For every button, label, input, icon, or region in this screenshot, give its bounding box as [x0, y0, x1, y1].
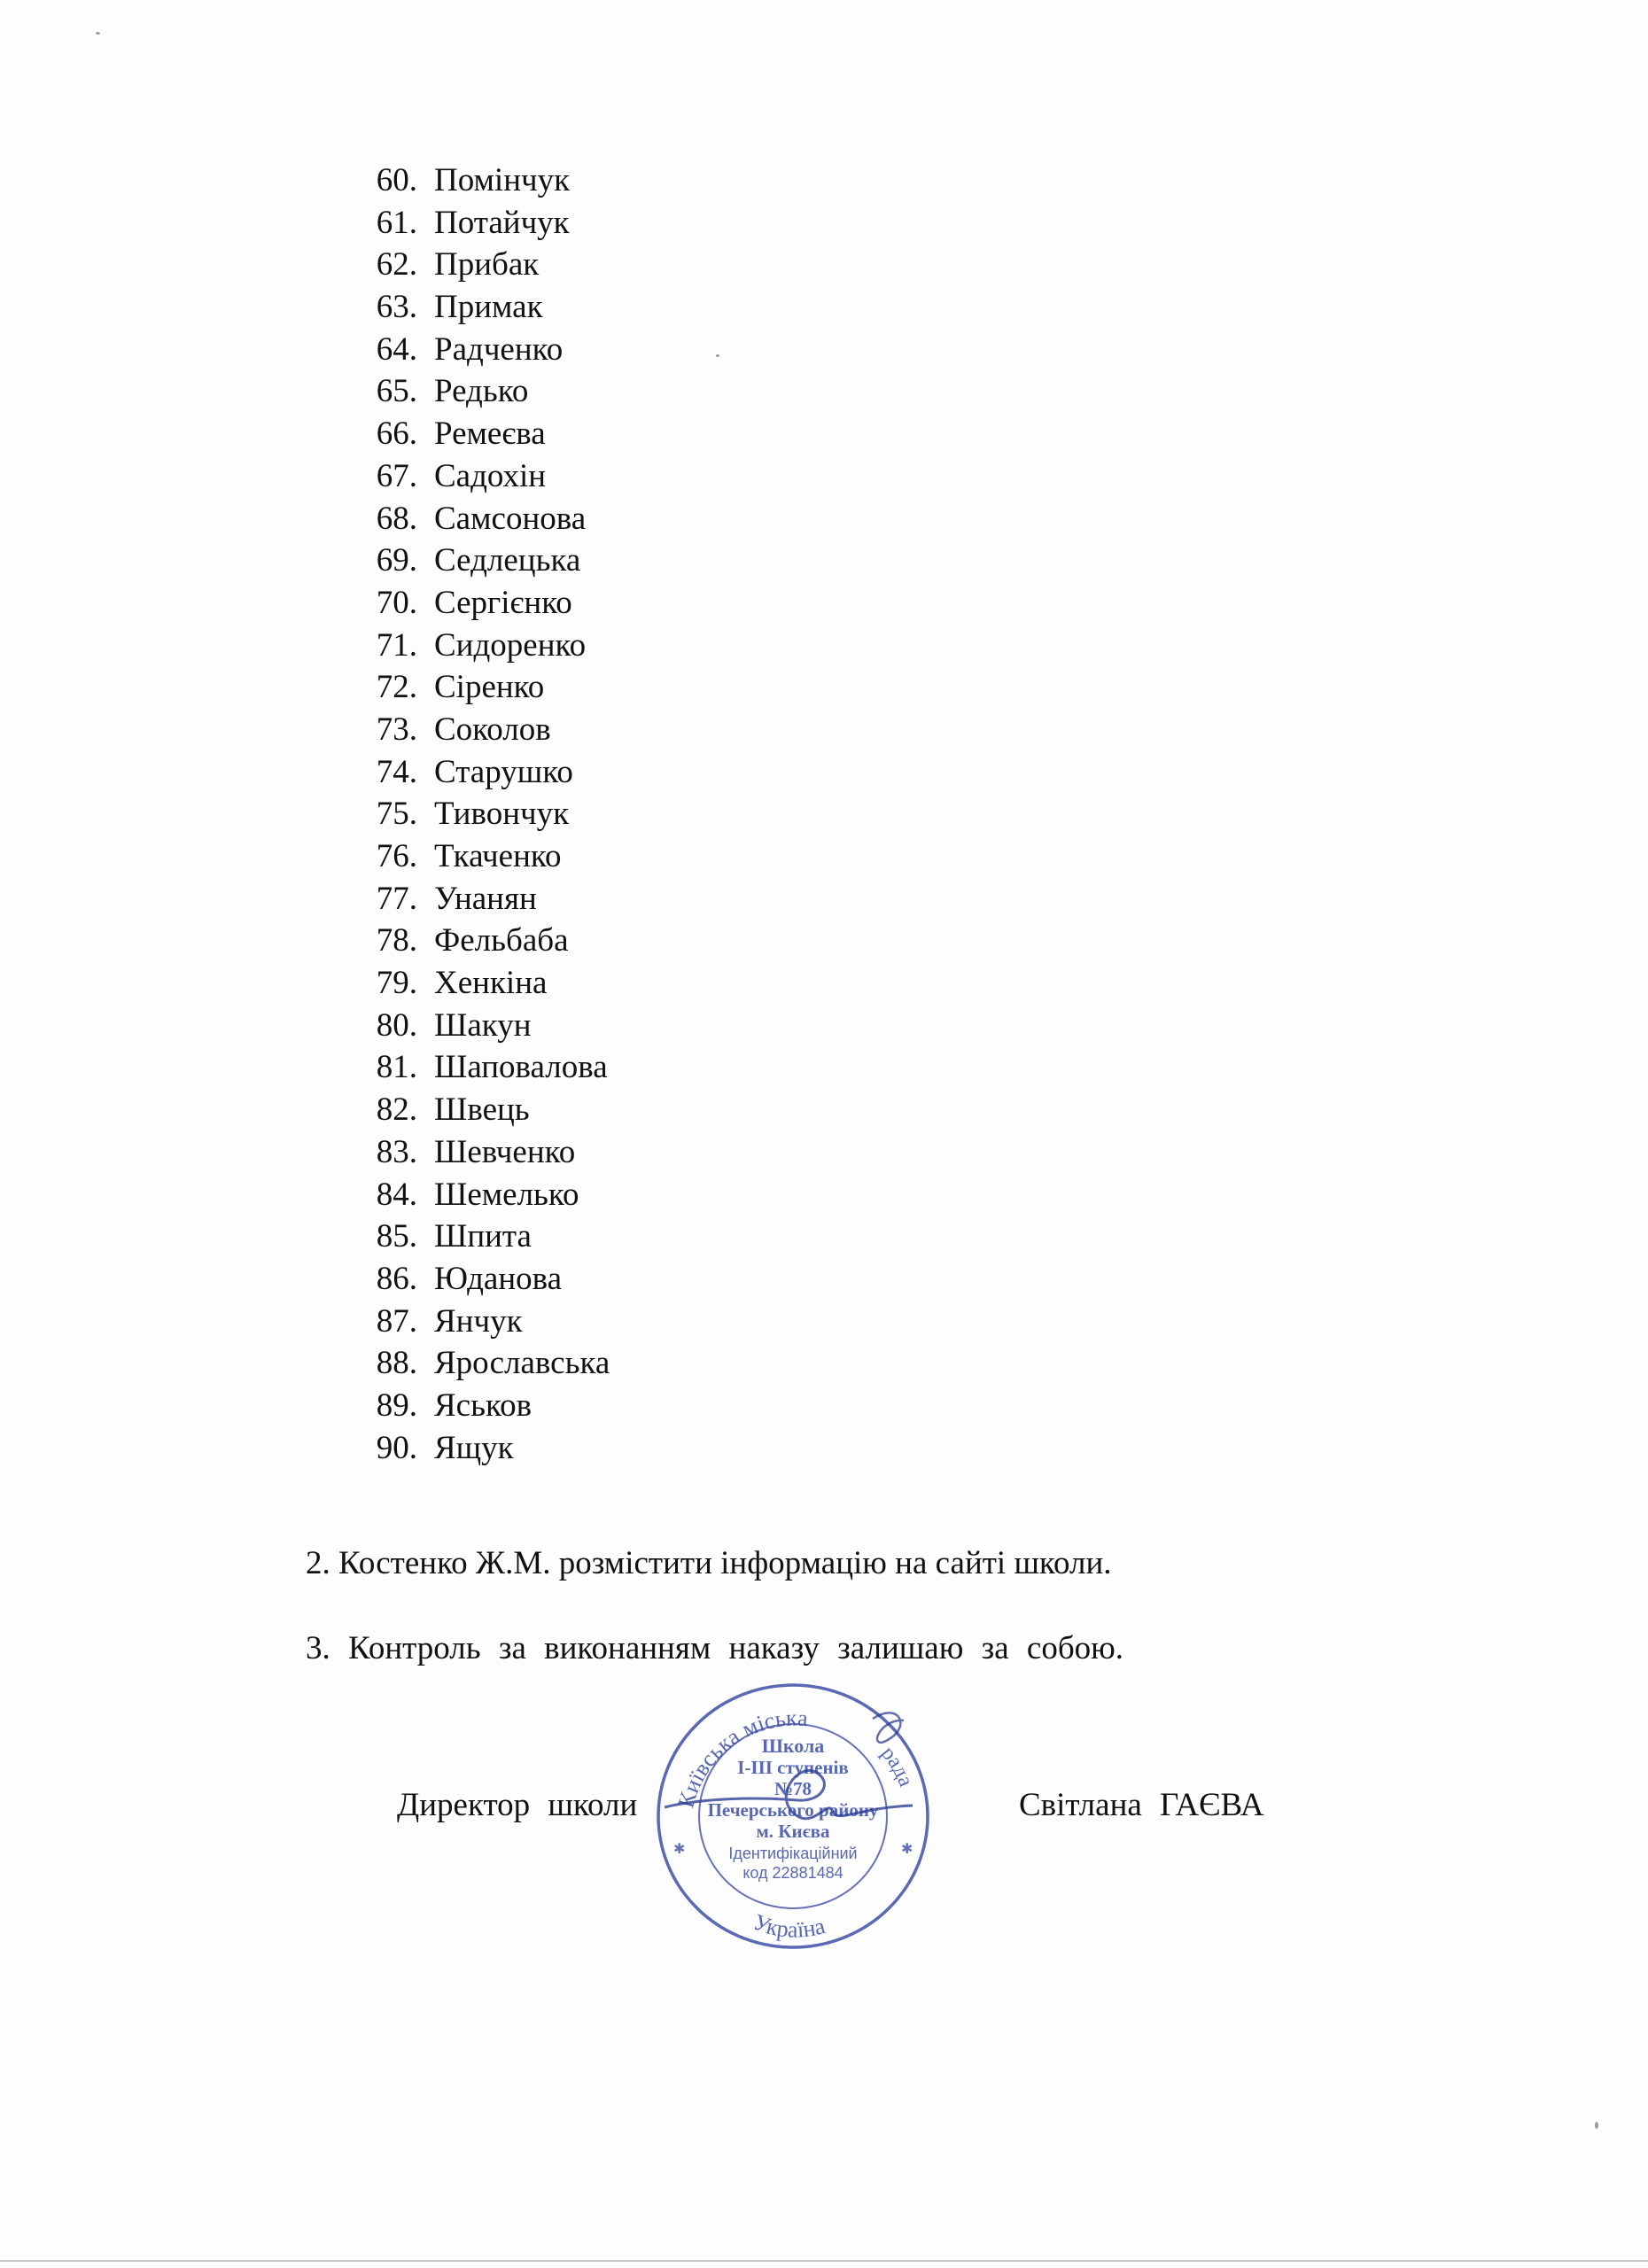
stamp-line-2: І-ІІІ ступенів: [737, 1757, 849, 1778]
student-list: [350, 159, 610, 1469]
list-item: 74. Старушко: [376, 753, 573, 790]
signer-name: Світлана ГАЄВА: [1019, 1787, 1264, 1823]
scan-speck: [716, 354, 719, 357]
list-item: 63. Примак: [376, 289, 543, 326]
list-item: 75. Тивончук: [376, 796, 570, 833]
list-item: 65. Редько: [376, 373, 529, 410]
list-item: 77. Унанян: [376, 880, 537, 917]
scan-speck: [1595, 2122, 1598, 2129]
list-item: 83. Шевченко: [376, 1133, 576, 1170]
stamp-line-1: Школа: [761, 1735, 825, 1757]
list-item: 72. Сіренко: [376, 669, 545, 706]
stamp-star-icon: ✱: [901, 1842, 913, 1857]
stamp-line-5: м. Києва: [756, 1821, 830, 1842]
stamp-star-icon: ✱: [673, 1842, 686, 1857]
paragraph-item-2: 2. Костенко Ж.М. розмістити інформацію на сайті школи.: [306, 1545, 1112, 1581]
list-item: 85. Шпита: [376, 1218, 532, 1255]
list-item: 87. Янчук: [376, 1302, 523, 1340]
stamp-ring-right: рада: [876, 1742, 918, 1790]
stamp-line-4: Печерського району: [707, 1799, 879, 1821]
list-item: 66. Ремеєва: [376, 416, 546, 453]
list-item: 88. Ярославська: [376, 1345, 610, 1382]
list-item: 69. Седлецька: [376, 542, 581, 579]
list-item: 68. Самсонова: [376, 500, 587, 537]
list-item: 82. Швець: [376, 1091, 530, 1129]
list-item: 84. Шемелько: [376, 1176, 579, 1213]
list-item: 76. Ткаченко: [376, 838, 562, 874]
list-item: 61. Потайчук: [376, 204, 570, 241]
list-item: 79. Хенкіна: [376, 965, 548, 1002]
official-stamp: [647, 1666, 939, 1967]
list-item: 60. Помінчук: [376, 162, 571, 198]
paragraph-item-3: 3. Контроль за виконанням наказу залишаю за собою.: [306, 1630, 1124, 1666]
list-item: 62. Прибак: [376, 246, 540, 284]
stamp-line-7: код 22881484: [742, 1864, 843, 1882]
list-item: 67. Садохін: [376, 457, 547, 494]
list-item: 70. Сергієнко: [376, 584, 572, 621]
list-item: 90. Ящук: [376, 1429, 514, 1466]
list-item: 64. Радченко: [376, 330, 564, 368]
list-item: 73. Соколов: [376, 711, 551, 748]
stamp-line-3: №78: [773, 1778, 812, 1799]
list-item: 78. Фельбаба: [376, 922, 569, 959]
list-item: 89. Яськов: [376, 1386, 532, 1424]
signer-position: Директор школи: [397, 1787, 638, 1823]
stamp-line-6: Ідентифікаційний: [728, 1845, 858, 1862]
list-item: 71. Сидоренко: [376, 626, 587, 664]
list-item: 80. Шакун: [376, 1006, 532, 1044]
scan-speck: [96, 32, 100, 35]
stamp-ring-top: Київська міська: [672, 1705, 809, 1811]
scan-edge-line: [0, 2260, 1648, 2262]
list-item: 81. Шаповалова: [376, 1049, 608, 1086]
stamp-ring-bottom: Україна: [750, 1908, 828, 1943]
list-item: 86. Юданова: [376, 1260, 563, 1297]
signature-scribble: [873, 1713, 904, 1742]
